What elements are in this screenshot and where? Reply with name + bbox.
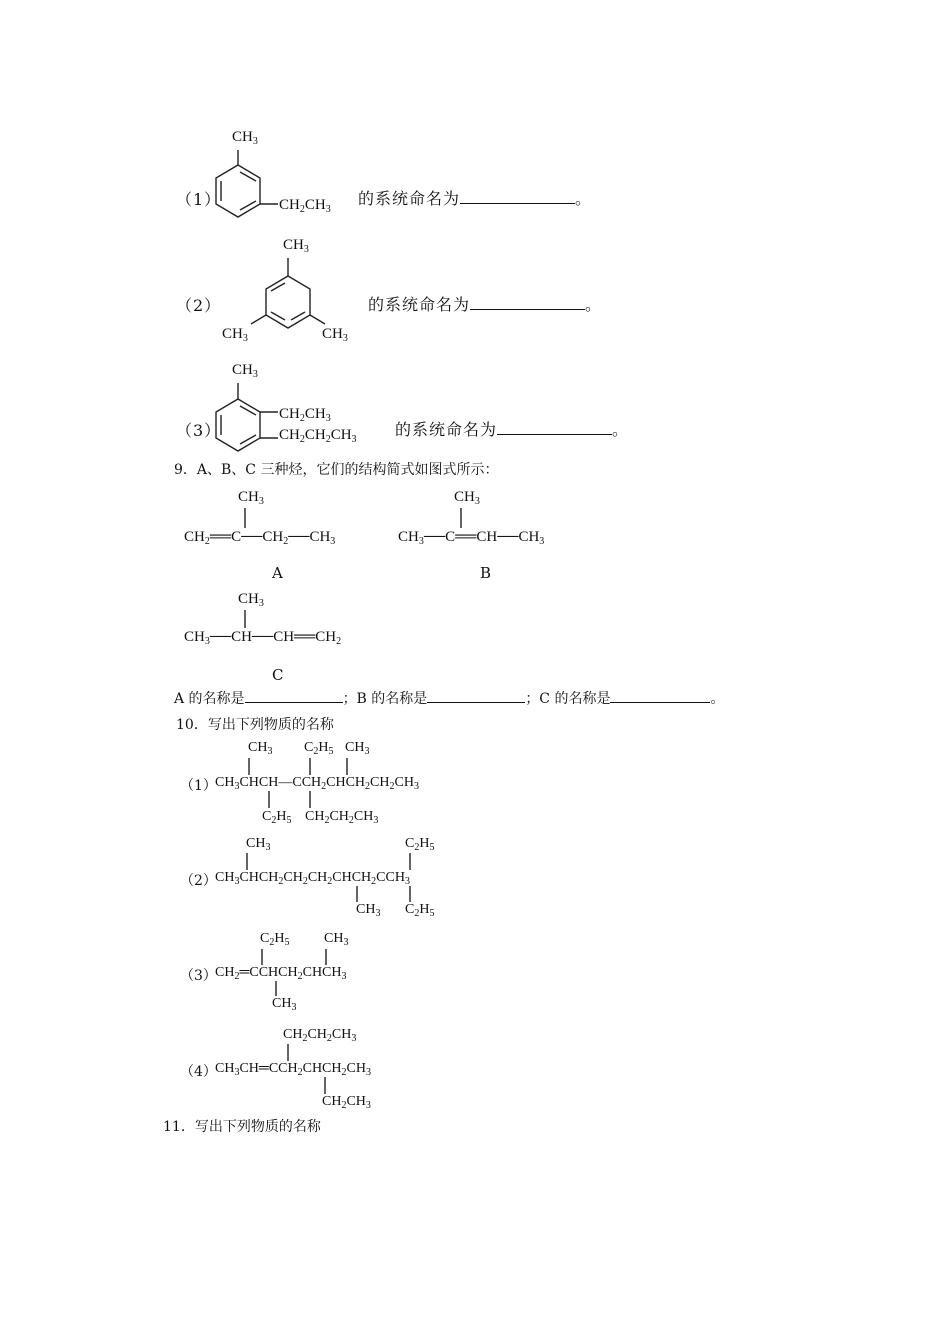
q10-item2-main-chain: $CH_3CHCH_2CH_2CH_2CHCH_2CCH_3$ [215,870,410,887]
q10-item3-main-chain: $CH_2═CCHCH_2CHCH_3$ [215,965,347,982]
q8-item1-number: （1） [176,190,222,209]
q9-structure-C: $CH_3──CH──CH══CH_2$ [184,629,342,647]
q9-label-B: B [480,564,492,582]
q8-item2-suffix: 的系统命名为 [368,295,471,314]
q10-item2-methyl-bottom: $CH_3$ [356,902,381,919]
q10-item1-ethyl-bottom: $C_2H_5$ [262,809,292,826]
q8-item2-end: 。 [585,295,603,314]
q8-item3-ethyl-group: $CH_2CH_3$ [279,406,331,424]
q9-A-methyl: $CH_3$ [238,489,264,507]
q10-item1-methyl-b: $CH_3$ [345,740,370,757]
q8-item3-suffix: 的系统命名为 [395,420,498,439]
q8-item1-suffix: 的系统命名为 [358,189,461,208]
q9-structure-B: $CH_3──C══CH──CH_3$ [398,529,545,547]
q10-item1-ethyl-top: $C_2H_5$ [304,740,334,757]
q9-structure-A: $CH_2══C──CH_2──CH_3$ [184,529,336,547]
q8-item1-ethyl-group: $CH_2CH_3$ [279,197,331,215]
q10-item4-ethyl: $CH_2CH_3$ [322,1094,371,1111]
q9-B-methyl: $CH_3$ [454,489,480,507]
q9-answer-C-label: ；C 的名称是 [525,691,611,707]
q10-item2-ethyl-bottom: $C_2H_5$ [405,902,435,919]
q10-stem: 10．写出下列物质的名称 [176,717,334,733]
q10-item2-ethyl-top: $C_2H_5$ [405,836,435,853]
q8-item3-end: 。 [612,420,630,439]
q8-item2-right-methyl: $CH_3$ [322,326,348,344]
q9-label-A: A [272,564,283,582]
q10-item1-methyl-a: $CH_3$ [248,740,273,757]
q9-answer-end: 。 [710,691,725,707]
q9-label-C: C [272,666,284,684]
q10-item4-number: （4） [180,1064,217,1080]
q10-item4-propyl: $CH_2CH_2CH_3$ [283,1027,357,1044]
q10-item2-methyl-top: $CH_3$ [246,836,271,853]
q8-item1-methyl-group: $CH_3$ [232,129,258,147]
q10-item4-main-chain: $CH_3CH═CCH_2CHCH_2CH_3$ [215,1061,371,1078]
q8-item3-methyl-group: $CH_3$ [232,362,258,380]
q10-item1-main-chain: $CH_3CHCH—CCH_2CHCH_2CH_2CH_3$ [215,775,419,792]
q8-item3-number: （3） [176,421,222,440]
q10-item2-number: （2） [180,873,217,889]
q10-item3-methyl-top: $CH_3$ [324,931,349,948]
q10-item3-ethyl: $C_2H_5$ [260,931,290,948]
q11-stem: 11．写出下列物质的名称 [163,1119,321,1135]
q9-answer-A-label: A 的名称是 [174,691,245,707]
q10-item3-number: （3） [180,968,217,984]
q9-C-methyl: $CH_3$ [238,591,264,609]
q9-answer-B-label: ；B 的名称是 [342,691,428,707]
q9-stem: 9．A、B、C 三种烃，它们的结构简式如图式所示： [174,462,499,478]
q10-item1-number: （1） [180,778,217,794]
q8-item1-end: 。 [575,189,593,208]
q10-item1-propyl: $CH_2CH_2CH_3$ [305,809,379,826]
q8-item3-propyl-group: $CH_2CH_2CH_3$ [279,427,357,445]
q8-item2-number: （2） [176,296,222,315]
q8-item2-top-methyl: $CH_3$ [283,237,309,255]
q8-item2-left-methyl: $CH_3$ [222,326,248,344]
q10-item3-methyl-bottom: $CH_3$ [272,996,297,1013]
